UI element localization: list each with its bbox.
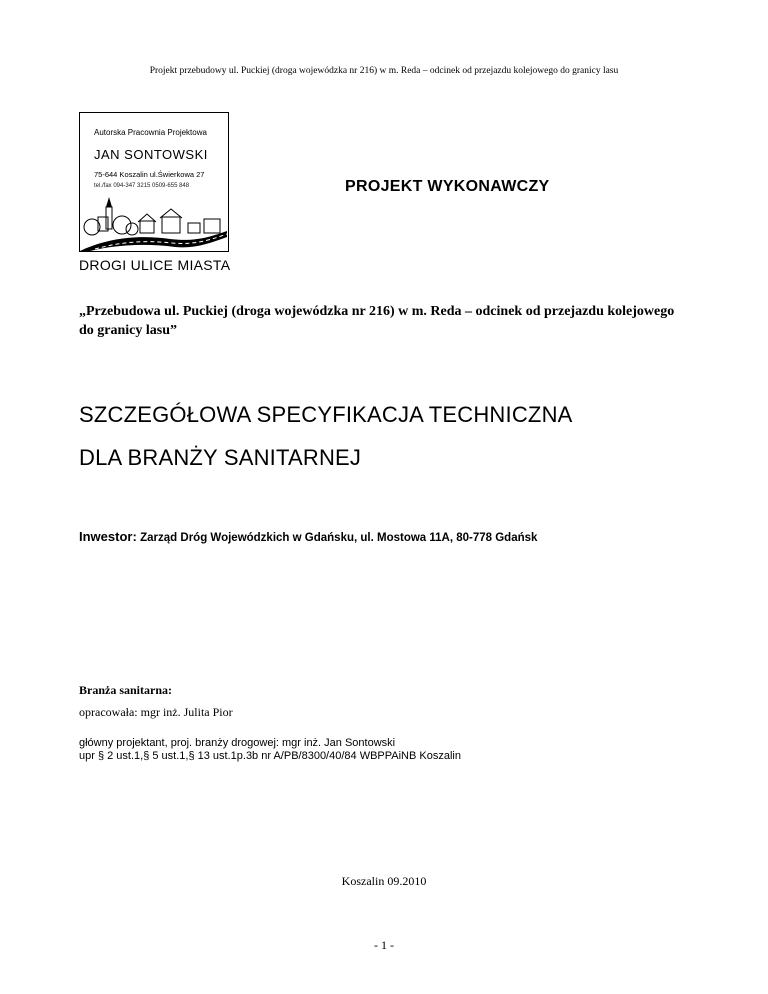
investor-value: Zarząd Dróg Wojewódzkich w Gdańsku, ul. Mostowa 11A, 80-778 Gdańsk — [140, 532, 538, 544]
logo-caption: DROGI ULICE MIASTA — [79, 257, 231, 273]
town-road-illustration — [80, 197, 227, 251]
branch-heading: Branża sanitarna: — [79, 683, 172, 697]
chief-designer: główny projektant, proj. branży drogowej: mgr inż. Jan Sontowski — [79, 737, 396, 749]
company-logo — [79, 112, 229, 252]
logo-address: 75-644 Koszalin ul.Świerkowa 27 — [94, 170, 205, 179]
designer-permissions: upr § 2 ust.1,§ 5 ust.1,§ 13 ust.1p.3b nr A/PB/8300/40/84 WBPPAiNB Koszalin — [79, 750, 461, 762]
spec-title-line-2: DLA BRANŻY SANITARNEJ — [79, 445, 362, 470]
investor-line — [79, 529, 537, 544]
spec-title-line-1: SZCZEGÓŁOWA SPECYFIKACJA TECHNICZNA — [79, 402, 573, 427]
logo-phone: tel./fax 094-347 3215 0509-655 848 — [94, 183, 190, 189]
page-number: - 1 - — [374, 938, 394, 952]
project-title: „Przebudowa ul. Puckiej (droga wojewódzka nr 216) w m. Reda – odcinek od przejazdu kolejowego do granicy lasu” — [79, 304, 675, 338]
logo-studio-name: Autorska Pracownia Projektowa — [94, 128, 207, 137]
running-header: Projekt przebudowy ul. Puckiej (droga wojewódzka nr 216) w m. Reda – odcinek od przejazdu kolejowego do granicy lasu — [149, 66, 619, 76]
investor-label: Inwestor: — [79, 529, 137, 544]
logo-designer-name: JAN SONTOWSKI — [94, 147, 208, 162]
project-stage-title: PROJEKT WYKONAWCZY — [345, 178, 550, 195]
place-date: Koszalin 09.2010 — [341, 874, 427, 888]
prepared-by: opracowała: mgr inż. Julita Pior — [79, 705, 233, 719]
